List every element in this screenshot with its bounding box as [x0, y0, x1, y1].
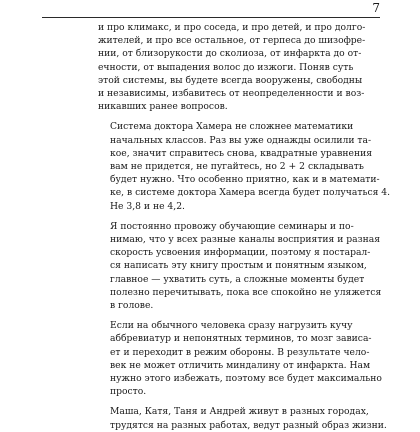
text-line: Маша, Катя, Таня и Андрей живут в разных городах, — [110, 406, 369, 418]
text-line: Если на обычного человека сразу нагрузить кучу — [110, 320, 353, 332]
paragraph-gap — [98, 113, 326, 120]
text-line: кое, значит справитесь снова, квадратные уравнения — [110, 147, 372, 159]
text-line: Не 3,8 и не 4,2. — [110, 200, 185, 212]
text-line: этой системы, вы будете всегда вооружены, свободны — [98, 74, 363, 86]
text-line: нимаю, что у всех разные каналы восприятия и разная — [110, 234, 381, 246]
text-line: и про климакс, и про соседа, и про детей, и про долго- — [98, 22, 366, 33]
paragraph-gap — [98, 398, 326, 405]
header-rule — [42, 17, 380, 18]
text-line: век не может отличить миндалину от инфаркта. Нам — [110, 359, 371, 371]
text-line: аббревиатур и непонятных терминов, то мозг зависа- — [110, 333, 372, 345]
paragraph — [98, 220, 382, 312]
text-line: Система доктора Хамера не сложнее математики — [110, 121, 354, 133]
text-line: просто. — [110, 386, 147, 398]
text-line: трудятся на разных работах, ведут разный образ жизни. — [110, 419, 387, 431]
paragraph — [98, 120, 391, 212]
text-line: никавших ранее вопросов. — [98, 101, 228, 113]
text-line: полезно перечитывать, пока все спокойно не уляжется — [110, 286, 382, 298]
paragraph — [98, 21, 366, 113]
paragraph-gap — [98, 312, 326, 319]
text-line: жителей, и про все остальное, от герпеса до шизофре- — [98, 35, 366, 47]
body-text — [98, 21, 391, 432]
page-number: 7 — [372, 1, 380, 15]
text-line: ечности, от выпадения волос до изжоги. Поняв суть — [98, 61, 354, 73]
text-line: ке, в системе доктора Хамера всегда будет получаться 4. — [110, 187, 391, 199]
text-line: нии, от близорукости до сколиоза, от инфаркта до от- — [98, 48, 362, 60]
paragraph — [98, 405, 387, 431]
text-line: ет и переходит в режим обороны. В результате чело- — [110, 346, 370, 358]
text-line: Я постоянно провожу обучающие семинары и по- — [110, 220, 354, 232]
paragraph — [98, 319, 382, 398]
text-line: начальных классов. Раз вы уже однажды осилили та- — [110, 134, 372, 146]
text-line: нужно этого избежать, поэтому все будет максимально — [110, 373, 382, 385]
text-line: будет нужно. Что особенно приятно, как и в математи- — [110, 174, 380, 186]
paragraph-gap — [98, 213, 326, 220]
text-line: в голове. — [110, 300, 154, 312]
text-line: скорость усвоения информации, поэтому я постарал- — [110, 247, 371, 259]
text-line: и независимы, избавитесь от неопределенности и воз- — [98, 88, 365, 100]
text-line: ся написать эту книгу простым и понятным языком, — [110, 260, 367, 272]
text-line: вам не придется, не пугайтесь, но 2 + 2 складывать — [110, 161, 364, 173]
text-line: главное — ухватить суть, а сложные моменты будет — [110, 273, 365, 285]
